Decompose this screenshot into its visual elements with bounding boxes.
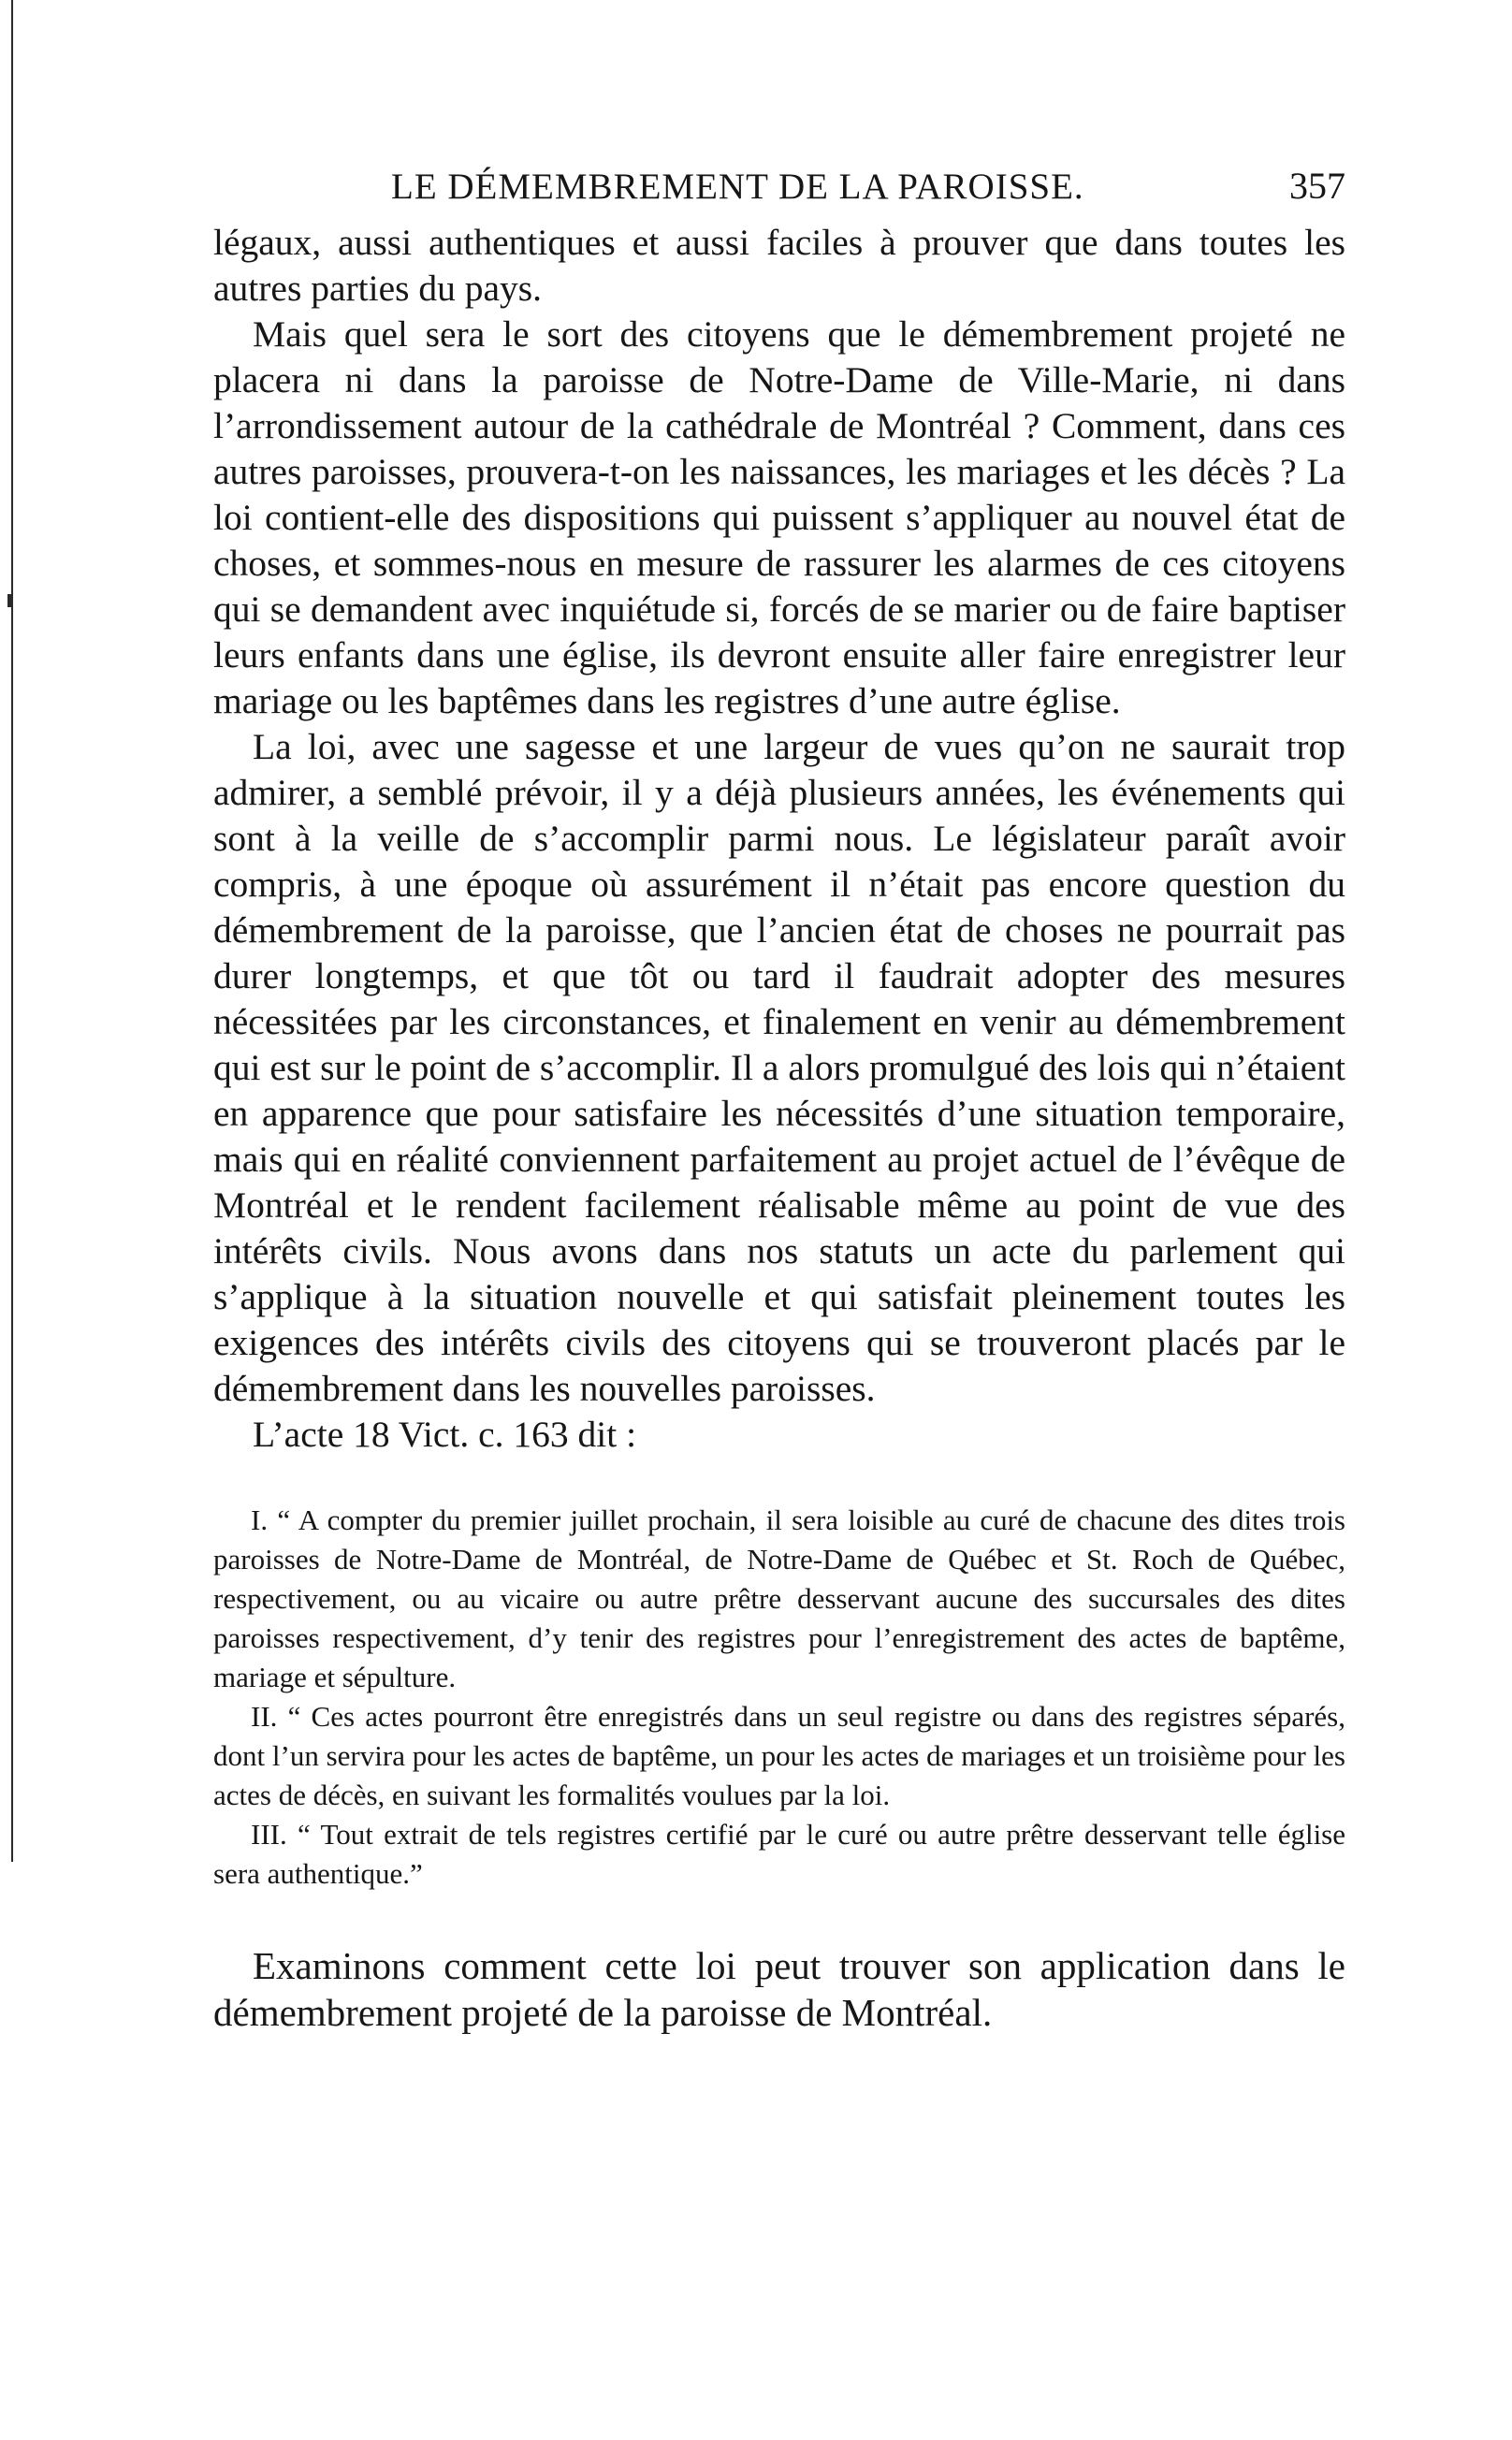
- paragraph-continuation: légaux, aussi authentiques et aussi faciles à prouver que dans toutes les autres parties du pays.: [213, 222, 1345, 309]
- paragraph-question: Mais quel sera le sort des citoyens que le démembrement projeté ne placera ni dans la paroisse de Notre-Dame de Ville-Marie, ni dans l’arrondissement autour de la cathédrale de Montréal ? Comment, dans ces autres paroisses, prouvera-t-on les naissances, les mariages et les décès ? La loi contient-elle des dispositions qui puissent s’appliquer au nouvel état de choses, et sommes-nous en mesure de rassurer les alarmes de ces citoyens qui se demandent avec inquiétude si, forcés de se marier ou de faire baptiser leurs enfants dans une église, ils devront ensuite aller faire enregistrer leur mariage ou les baptêmes dans les registres d’une autre église.: [213, 313, 1345, 721]
- paragraph-act-intro: L’acte 18 Vict. c. 163 dit :: [253, 1414, 637, 1455]
- running-head: LE DÉMEMBREMENT DE LA PAROISSE.: [391, 167, 1084, 207]
- act-quotation: [213, 1501, 1345, 1894]
- page-header: [213, 164, 1345, 220]
- book-page: [213, 164, 1345, 2036]
- main-text: [213, 220, 1345, 1458]
- quote-section-1: I. “ A compter du premier juillet prochain, il sera loisible au curé de chacune des dites trois paroisses de Notre-Dame de Montréal, de Notre-Dame de Québec et St. Roch de Québec, respectivement, ou au vicaire ou autre prêtre desservant aucune des succursales des dites paroisses respectivement, d’y tenir des registres pour l’enregistrement des actes de baptême, mariage et sépulture.: [213, 1503, 1345, 1693]
- closing-text: [213, 1942, 1345, 2036]
- quote-section-3: III. “ Tout extrait de tels registres certifié par le curé ou autre prêtre desservant telle église sera authentique.”: [213, 1818, 1345, 1890]
- paragraph-law: La loi, avec une sagesse et une largeur de vues qu’on ne saurait trop admirer, a semblé prévoir, il y a déjà plusieurs années, les événements qui sont à la veille de s’accomplir parmi nous. Le législateur paraît avoir compris, à une époque où assurément il n’était pas encore question du démembrement de la paroisse, que l’ancien état de choses ne pourrait pas durer longtemps, et que tôt ou tard il faudrait adopter des mesures nécessitées par les circonstances, et finalement en venir au démembrement qui est sur le point de s’accomplir. Il a alors promulgué des lois qui n’étaient en apparence que pour satisfaire les nécessités d’une situation temporaire, mais qui en réalité conviennent parfaitement au projet actuel de l’évêque de Montréal et le rendent facilement réalisable même au point de vue des intérêts civils. Nous avons dans nos statuts un acte du parlement qui s’applique à la situation nouvelle et qui satisfait pleinement toutes les exigences des intérêts civils des citoyens qui se trouveront placés par le démembrement dans les nouvelles paroisses.: [213, 726, 1345, 1409]
- quote-section-2: II. “ Ces actes pourront être enregistrés dans un seul registre ou dans des registres séparés, dont l’un servira pour les actes de baptême, un pour les actes de mariages et un troisième pour les actes de décès, en suivant les formalités voulues par la loi.: [213, 1700, 1345, 1811]
- scan-margin-mark: [7, 594, 13, 607]
- closing-paragraph: Examinons comment cette loi peut trouver son application dans le démembrement projeté de la paroisse de Montréal.: [213, 1944, 1345, 2034]
- page-number: 357: [1289, 165, 1345, 207]
- scan-margin-rule: [11, 0, 13, 1862]
